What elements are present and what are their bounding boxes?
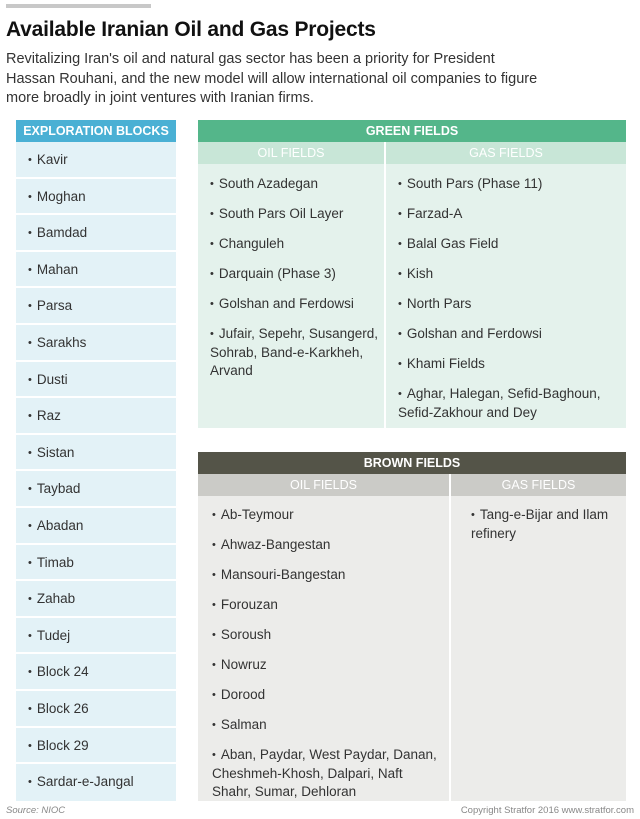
bullet-icon: •: [210, 238, 214, 250]
exploration-block-item: [16, 471, 176, 508]
green-oil-field-item-label: Darquain (Phase 3): [218, 266, 336, 281]
bullet-icon: •: [210, 328, 214, 340]
brown-oil-field-item: [212, 656, 441, 675]
exploration-blocks-panel: [16, 120, 176, 801]
brown-oil-field-item-label: Salman: [220, 717, 267, 732]
green-gas-field-item-label: Balal Gas Field: [406, 236, 499, 251]
bullet-icon: •: [28, 483, 32, 496]
brown-oil-field-item: [212, 596, 441, 615]
bullet-icon: •: [28, 776, 32, 789]
bullet-icon: •: [28, 666, 32, 679]
exploration-block-item: [16, 764, 176, 801]
bullet-icon: •: [210, 178, 214, 190]
brown-gas-field-item-label: Tang-e-Bijar and Ilam refinery: [471, 507, 609, 541]
green-oil-field-item: [210, 175, 378, 194]
green-oil-field-item: [210, 295, 378, 314]
bullet-icon: •: [28, 410, 32, 423]
exploration-block-item: [16, 654, 176, 691]
green-gas-field-item-label: Kish: [406, 266, 434, 281]
green-gas-field-item: [398, 235, 618, 254]
exploration-block-item-label: Abadan: [36, 517, 84, 533]
exploration-block-item: [16, 691, 176, 728]
green-fields-panel: [198, 120, 626, 428]
green-gas-field-item: [398, 385, 618, 422]
brown-oil-field-item-label: Nowruz: [220, 657, 267, 672]
page-subtitle: Revitalizing Iran's oil and natural gas sector has been a priority for President Hassan Rouhani, and the new model will allow international oil companies to figure more broadly in joint ventures with Iranian firms.: [6, 51, 538, 106]
brown-oil-field-item-label: Mansouri-Bangestan: [220, 567, 346, 582]
exploration-block-item-label: Block 26: [36, 700, 89, 716]
brown-oil-field-item-label: Ab-Teymour: [220, 507, 294, 522]
brown-fields-panel: [198, 452, 626, 801]
brown-gas-field-item: [471, 506, 616, 543]
brown-oil-field-item-label: Forouzan: [220, 597, 278, 612]
green-gas-field-item-label: Aghar, Halegan, Sefid-Baghoun, Sefid-Zakhour and Dey: [398, 386, 601, 420]
bullet-icon: •: [210, 208, 214, 220]
green-gas-field-item: [398, 175, 618, 194]
bullet-icon: •: [28, 373, 32, 386]
exploration-block-item-label: Sarakhs: [36, 334, 87, 350]
exploration-block-item-label: Bamdad: [36, 225, 88, 241]
brown-oil-field-item: [212, 536, 441, 555]
brown-gas-fields-header: GAS FIELDS: [501, 478, 576, 492]
green-gas-field-item-label: South Pars (Phase 11): [406, 176, 543, 191]
bullet-icon: •: [212, 599, 216, 611]
brown-oil-field-item-label: Dorood: [220, 687, 266, 702]
page-title: Available Iranian Oil and Gas Projects: [6, 18, 376, 41]
green-fields-subheader: [198, 142, 626, 164]
bullet-icon: •: [398, 388, 402, 400]
bullet-icon: •: [28, 263, 32, 276]
green-gas-field-item: [398, 295, 618, 314]
bullet-icon: •: [212, 509, 216, 521]
bullet-icon: •: [28, 556, 32, 569]
exploration-block-item: [16, 362, 176, 399]
exploration-block-item: [16, 398, 176, 435]
bullet-icon: •: [28, 190, 32, 203]
bullet-icon: •: [471, 509, 475, 521]
top-accent-bar: [6, 4, 151, 8]
green-oil-field-item-label: Golshan and Ferdowsi: [218, 296, 354, 311]
green-gas-fields-list: [398, 175, 618, 422]
copyright-note: Copyright Stratfor 2016 www.stratfor.com: [460, 805, 634, 816]
brown-oil-field-item: [212, 626, 441, 645]
green-oil-field-item-label: Changuleh: [218, 236, 285, 251]
bullet-icon: •: [212, 569, 216, 581]
green-gas-fields-header: GAS FIELDS: [469, 146, 543, 160]
brown-oil-field-item: [212, 506, 441, 525]
exploration-block-item-label: Raz: [36, 408, 61, 424]
bullet-icon: •: [212, 629, 216, 641]
bullet-icon: •: [212, 719, 216, 731]
bullet-icon: •: [28, 227, 32, 240]
exploration-block-item-label: Sistan: [36, 444, 75, 460]
exploration-block-item-label: Taybad: [36, 481, 81, 497]
green-gas-field-item: [398, 355, 618, 374]
exploration-block-item-label: Moghan: [36, 188, 86, 204]
exploration-block-item: [16, 508, 176, 545]
exploration-block-item-label: Timab: [36, 554, 74, 570]
bullet-icon: •: [28, 446, 32, 459]
exploration-block-item: [16, 215, 176, 252]
green-gas-field-item-label: Khami Fields: [406, 356, 485, 371]
green-gas-field-item: [398, 205, 618, 224]
exploration-block-item-label: Dusti: [36, 371, 68, 387]
brown-oil-field-item-label: Ahwaz-Bangestan: [220, 537, 331, 552]
green-oil-field-item-label: South Azadegan: [218, 176, 318, 191]
brown-oil-fields-list: [212, 506, 441, 801]
green-gas-field-item-label: Golshan and Ferdowsi: [406, 326, 542, 341]
brown-gas-fields-list: [471, 506, 616, 543]
exploration-block-item-label: Zahab: [36, 591, 76, 607]
brown-oil-field-item: [212, 566, 441, 585]
bullet-icon: •: [212, 689, 216, 701]
bullet-icon: •: [28, 593, 32, 606]
bullet-icon: •: [210, 298, 214, 310]
exploration-block-item: [16, 618, 176, 655]
brown-oil-field-item: [212, 686, 441, 705]
bullet-icon: •: [212, 659, 216, 671]
exploration-block-item-label: Parsa: [36, 298, 73, 314]
bullet-icon: •: [398, 268, 402, 280]
brown-oil-field-item-label: Soroush: [220, 627, 272, 642]
exploration-block-item: [16, 142, 176, 179]
bullet-icon: •: [28, 629, 32, 642]
exploration-block-item: [16, 179, 176, 216]
bullet-icon: •: [28, 300, 32, 313]
bullet-icon: •: [398, 238, 402, 250]
green-oil-field-item: [210, 325, 378, 380]
green-gas-field-item: [398, 325, 618, 344]
bullet-icon: •: [28, 154, 32, 166]
bullet-icon: •: [210, 268, 214, 280]
green-fields-header: GREEN FIELDS: [198, 120, 626, 142]
exploration-blocks-header: EXPLORATION BLOCKS: [16, 120, 176, 142]
green-oil-field-item: [210, 205, 378, 224]
exploration-block-item-label: Tudej: [36, 627, 71, 643]
green-gas-field-item-label: Farzad-A: [406, 206, 463, 221]
green-oil-fields-header: OIL FIELDS: [198, 142, 386, 164]
brown-oil-field-item: [212, 746, 441, 801]
bullet-icon: •: [212, 539, 216, 551]
green-oil-fields-list: [210, 175, 378, 380]
bullet-icon: •: [398, 298, 402, 310]
exploration-block-item: [16, 581, 176, 618]
source-note: Source: NIOC: [6, 805, 66, 816]
exploration-block-item: [16, 728, 176, 765]
brown-oil-field-item: [212, 716, 441, 735]
brown-fields-header: BROWN FIELDS: [198, 452, 626, 474]
bullet-icon: •: [28, 739, 32, 752]
green-oil-field-item: [210, 235, 378, 254]
bullet-icon: •: [28, 519, 32, 532]
green-oil-field-item-label: Jufair, Sepehr, Susangerd, Sohrab, Band-e-Karkheh, Arvand: [210, 326, 378, 378]
brown-oil-field-item-label: Aban, Paydar, West Paydar, Danan, Cheshmeh-Khosh, Dalpari, Naft Shahr, Sumar, Dehloran: [212, 747, 437, 799]
bullet-icon: •: [398, 208, 402, 220]
exploration-block-item: [16, 325, 176, 362]
bullet-icon: •: [28, 702, 32, 715]
exploration-block-item: [16, 545, 176, 582]
exploration-block-item-label: Kavir: [36, 152, 68, 167]
exploration-block-item: [16, 252, 176, 289]
brown-oil-fields-header: OIL FIELDS: [198, 474, 451, 496]
green-oil-field-item-label: South Pars Oil Layer: [218, 206, 344, 221]
bullet-icon: •: [398, 358, 402, 370]
exploration-block-item: [16, 288, 176, 325]
bullet-icon: •: [28, 336, 32, 349]
brown-fields-subheader: [198, 474, 626, 496]
exploration-blocks-list: [16, 142, 176, 801]
bullet-icon: •: [398, 328, 402, 340]
bullet-icon: •: [398, 178, 402, 190]
exploration-block-item: [16, 435, 176, 472]
exploration-block-item-label: Block 29: [36, 737, 89, 753]
green-gas-field-item-label: North Pars: [406, 296, 472, 311]
green-oil-field-item: [210, 265, 378, 284]
bullet-icon: •: [212, 749, 216, 761]
exploration-block-item-label: Mahan: [36, 261, 79, 277]
exploration-block-item-label: Block 24: [36, 664, 89, 680]
exploration-block-item-label: Sardar-e-Jangal: [36, 774, 134, 790]
green-gas-field-item: [398, 265, 618, 284]
